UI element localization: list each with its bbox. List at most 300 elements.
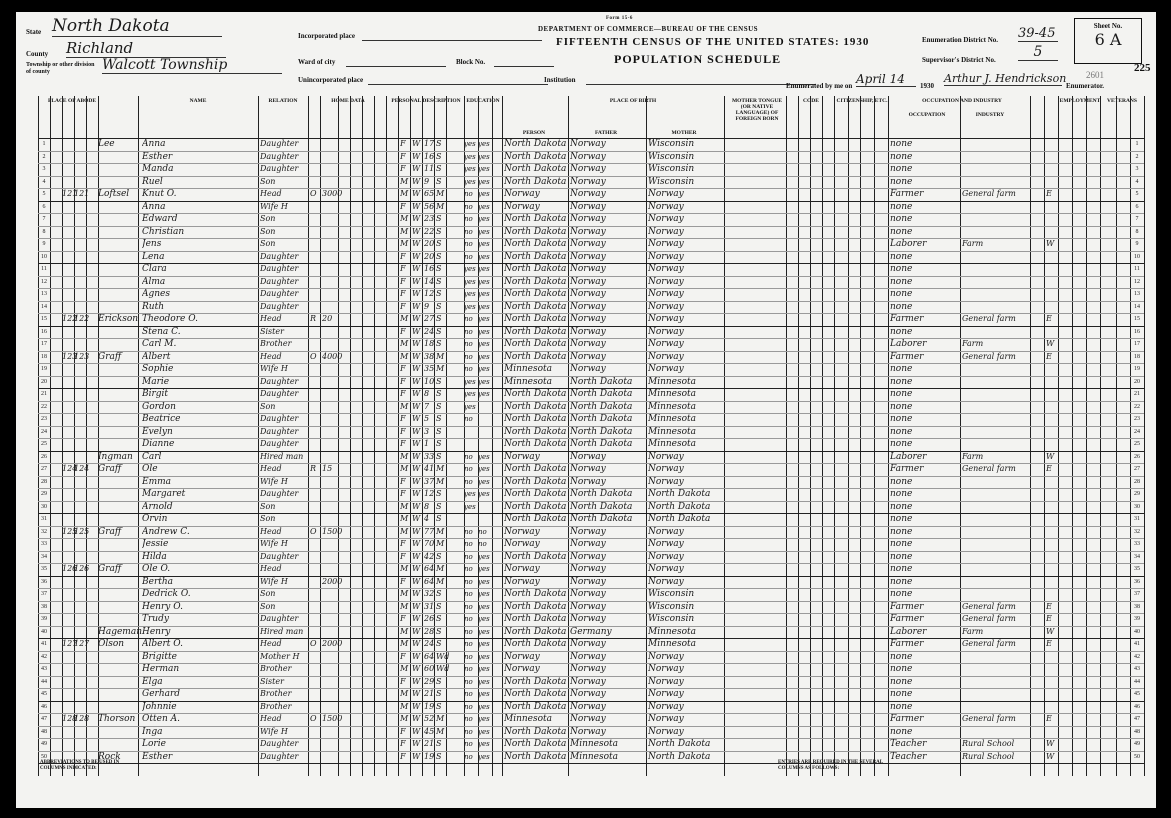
cell-sch: yes: [464, 490, 476, 498]
cell-fam: [74, 538, 96, 551]
cell-occ: Farmer: [890, 189, 924, 199]
cell-age: 20: [424, 251, 435, 261]
cell-own: [310, 538, 320, 551]
cell-fam: [74, 688, 96, 701]
cell-n: 2: [42, 153, 46, 160]
cell-bp: North Dakota: [504, 726, 567, 737]
cell-own: [310, 588, 320, 601]
cell-bp: Minnesota: [504, 714, 553, 724]
cell-own: [310, 751, 320, 764]
cell-sex: M: [400, 176, 409, 186]
cell-read: yes: [478, 627, 490, 636]
cell-sex: F: [400, 326, 406, 336]
cell-sex: F: [400, 251, 406, 261]
cell-mbp: North Dakota: [648, 514, 711, 524]
row-number-right: 49: [1134, 741, 1140, 747]
cell-mbp: Norway: [648, 551, 684, 562]
cell-val: [322, 426, 352, 439]
cell-mbp: Norway: [648, 314, 684, 324]
cell-given: Lena: [142, 251, 165, 262]
cell-n: 39: [41, 616, 47, 622]
cell-val: [322, 176, 352, 189]
cell-read: yes: [478, 277, 490, 286]
cell-read: yes: [478, 340, 490, 348]
row-number-right: 2: [1135, 153, 1139, 160]
cell-fbp: Norway: [570, 714, 606, 724]
census-row: [38, 751, 1144, 764]
cell-sch: yes: [464, 302, 476, 311]
cell-surname: Ingman: [98, 451, 133, 462]
cell-rel: Head: [260, 714, 282, 723]
cell-occ: Farmer: [890, 351, 924, 362]
cell-occ: Laborer: [890, 451, 927, 462]
cell-val: 20: [322, 314, 333, 323]
cell-race: W: [412, 539, 421, 548]
cell-n: 29: [41, 491, 47, 497]
cell-ind: [962, 651, 1030, 664]
cell-rel: Daughter: [260, 439, 299, 448]
cell-read: yes: [478, 190, 490, 198]
cell-read: yes: [478, 202, 490, 211]
census-row: [38, 376, 1144, 389]
cell-own: [310, 476, 320, 489]
cell-mar: S: [436, 501, 442, 511]
cell-given: Emma: [142, 476, 172, 487]
cell-sch: yes: [464, 290, 476, 298]
cell-sch: no: [464, 652, 473, 661]
cell-race: W: [412, 151, 421, 161]
cell-surname: [98, 538, 142, 551]
cell-cls: W: [1046, 739, 1055, 748]
cell-surname: [98, 438, 142, 451]
cell-val: [322, 213, 352, 226]
row-number-right: 6: [1135, 203, 1139, 210]
cell-fam: [74, 363, 96, 376]
cell-occ: Teacher: [890, 739, 927, 749]
cell-given: Herman: [142, 664, 180, 674]
cell-own: [310, 438, 320, 451]
margin-number: 225: [1134, 62, 1151, 74]
cell-n: 36: [41, 578, 47, 585]
cell-cls: [1046, 151, 1058, 164]
cell-fam: [74, 276, 96, 289]
cell-fbp: Norway: [570, 526, 606, 537]
cell-rel: Son: [260, 176, 276, 186]
census-grid: [38, 96, 1144, 776]
cell-mbp: Norway: [648, 351, 684, 362]
cell-own: O: [310, 639, 317, 648]
cell-given: Lorie: [142, 739, 166, 749]
cell-mbp: Norway: [648, 651, 684, 662]
cell-val: [322, 401, 352, 414]
cell-age: 52: [424, 714, 435, 723]
cell-cls: E: [1046, 614, 1052, 623]
cell-race: W: [412, 514, 421, 523]
cell-bp: North Dakota: [504, 139, 567, 149]
cell-read: yes: [478, 652, 490, 661]
cell-given: Henry O.: [142, 601, 183, 612]
cell-sex: F: [400, 739, 406, 748]
cell-surname: [98, 263, 142, 276]
cell-given: Edward: [142, 214, 178, 224]
cell-ind: General farm: [962, 714, 1016, 723]
cell-given: Albert O.: [142, 639, 183, 649]
cell-rel: Head: [260, 526, 282, 536]
cell-given: Ole O.: [142, 564, 171, 574]
cell-bp: North Dakota: [504, 601, 567, 612]
cell-dw: 128: [62, 714, 78, 723]
cell-surname: [98, 226, 142, 239]
cell-val: [322, 288, 352, 301]
cell-age: 19: [424, 751, 435, 761]
cell-mbp: North Dakota: [648, 739, 711, 749]
cell-sex: F: [400, 439, 406, 448]
cell-own: [310, 326, 320, 339]
cell-fbp: North Dakota: [570, 489, 633, 499]
institution-label: Institution: [544, 76, 576, 84]
cell-fam: [74, 488, 96, 501]
cell-bp: Norway: [504, 564, 540, 574]
cell-sex: F: [400, 301, 406, 311]
cell-sex: F: [400, 726, 406, 736]
row-number-right: 24: [1134, 428, 1140, 435]
row-number-right: 30: [1134, 503, 1140, 510]
cell-n: 21: [41, 391, 47, 397]
cell-own: [310, 251, 320, 264]
cell-ind: [962, 163, 1030, 176]
cell-given: Trudy: [142, 614, 169, 624]
cell-n: 11: [41, 266, 47, 272]
cell-val: [322, 513, 352, 526]
cell-surname: [98, 238, 142, 251]
cell-n: 16: [41, 328, 47, 335]
cell-ind: [962, 588, 1030, 601]
cell-rel: Son: [260, 589, 276, 598]
cell-ind: [962, 413, 1030, 426]
cell-cls: [1046, 226, 1058, 239]
enumerated-label: Enumerated by me on: [786, 82, 853, 90]
cell-sex: M: [400, 601, 409, 611]
cell-mbp: Norway: [648, 714, 684, 724]
cell-mbp: North Dakota: [648, 501, 711, 512]
cell-ind: [962, 488, 1030, 501]
cell-sex: M: [400, 526, 409, 536]
cell-sex: M: [400, 314, 409, 323]
cell-mar: M: [436, 364, 445, 373]
cell-bp: North Dakota: [504, 501, 567, 512]
cell-mar: S: [436, 401, 442, 411]
cell-ind: [962, 563, 1030, 576]
cell-own: [310, 426, 320, 439]
cell-n: 34: [41, 553, 47, 560]
cell-cls: [1046, 138, 1058, 151]
cell-race: W: [412, 264, 421, 273]
cell-ind: General farm: [962, 314, 1016, 323]
cell-race: W: [412, 639, 421, 648]
cell-sch: [464, 513, 478, 526]
cell-ind: [962, 288, 1030, 301]
cell-mar: S: [436, 214, 442, 223]
ed-value: 39-45: [1018, 26, 1058, 42]
cell-race: W: [412, 439, 421, 448]
row-number-right: 41: [1134, 641, 1140, 647]
county-value: Richland: [66, 39, 226, 58]
cell-rel: Sister: [260, 326, 284, 336]
cell-read: yes: [478, 665, 490, 673]
enumerator-name: Arthur J. Hendrickson: [944, 72, 1067, 85]
cell-read: yes: [478, 615, 490, 623]
cell-dw: 124: [62, 464, 78, 473]
cell-given: Dianne: [142, 439, 175, 449]
abbrev-title: ABBREVIATIONS TO BE USED IN COLUMNS INDICATED:: [40, 760, 120, 771]
cell-bp: North Dakota: [504, 226, 567, 237]
cell-ind: [962, 276, 1030, 289]
row-number-right: 45: [1134, 691, 1140, 697]
cell-cls: [1046, 413, 1058, 426]
cell-ind: [962, 438, 1030, 451]
cell-sch: no: [464, 365, 473, 373]
cell-rel: Wife H: [260, 539, 288, 548]
cell-rel: Hired man: [260, 626, 304, 636]
cell-sex: M: [400, 464, 409, 473]
census-row: [38, 488, 1144, 501]
cell-val: [322, 501, 352, 514]
cell-own: [310, 376, 320, 389]
cell-n: 41: [41, 641, 47, 647]
cell-race: W: [412, 201, 421, 211]
cell-read: yes: [478, 727, 490, 736]
cell-race: W: [412, 226, 421, 236]
cell-fbp: Norway: [570, 301, 606, 312]
cell-rel: Wife H: [260, 201, 288, 211]
census-row: [38, 151, 1144, 164]
cell-mbp: Wisconsin: [648, 176, 695, 187]
cell-fam: [74, 176, 96, 189]
cell-fbp: Norway: [570, 576, 606, 587]
cell-rel: Son: [260, 501, 276, 511]
cell-own: [310, 663, 320, 676]
cell-mbp: Minnesota: [648, 414, 697, 424]
unincorporated-line: [368, 74, 548, 85]
row-number-right: 50: [1134, 753, 1140, 760]
cell-mbp: Norway: [648, 576, 684, 587]
cell-occ: none: [890, 401, 913, 412]
cell-sch: [464, 426, 478, 439]
cell-race: W: [412, 564, 421, 573]
cell-rel: Head: [260, 314, 282, 323]
cell-rel: Brother: [260, 701, 292, 711]
ed-label: Enumeration District No.: [922, 36, 999, 44]
census-sheet: [16, 12, 1156, 808]
cell-mbp: Norway: [648, 701, 684, 712]
cell-surname: Erickson: [98, 314, 139, 324]
cell-read: [478, 426, 492, 439]
cell-mbp: Norway: [648, 689, 684, 699]
cell-sch: no: [464, 715, 473, 723]
cell-own: O: [310, 189, 317, 198]
cell-mar: S: [436, 264, 442, 273]
cell-val: [322, 688, 352, 701]
row-number-right: 46: [1134, 703, 1140, 710]
cell-fbp: Norway: [570, 589, 606, 599]
cell-n: 48: [41, 728, 47, 735]
cell-age: 24: [424, 639, 435, 648]
cell-mar: S: [436, 151, 442, 161]
cell-n: 17: [41, 341, 47, 347]
cell-surname: [98, 476, 142, 489]
cell-rel: Daughter: [260, 389, 299, 398]
grid-column-line: [1144, 96, 1145, 776]
cell-given: Sophie: [142, 364, 174, 374]
cell-cls: [1046, 688, 1058, 701]
cell-rel: Daughter: [260, 551, 299, 561]
row-number-right: 28: [1134, 478, 1140, 485]
cell-age: 77: [424, 526, 435, 536]
cell-age: 23: [424, 214, 435, 223]
cell-age: 12: [424, 289, 435, 298]
cell-age: 45: [424, 726, 435, 736]
cell-occ: none: [890, 539, 913, 549]
cell-occ: none: [890, 501, 913, 512]
cell-given: Alma: [142, 276, 166, 287]
cell-fbp: Norway: [570, 239, 606, 249]
cell-bp: North Dakota: [504, 301, 567, 312]
cell-occ: none: [890, 289, 913, 299]
row-number-right: 43: [1134, 666, 1140, 672]
cell-own: [310, 601, 320, 614]
cell-race: W: [412, 551, 421, 561]
census-row: [38, 613, 1144, 626]
cell-own: O: [310, 714, 317, 723]
cell-fam: [74, 438, 96, 451]
cell-fbp: North Dakota: [570, 426, 633, 437]
cell-occ: none: [890, 139, 913, 149]
cell-mbp: Norway: [648, 526, 684, 537]
cell-own: [310, 138, 320, 151]
row-number-right: 38: [1134, 603, 1140, 610]
cell-age: 64: [424, 564, 435, 573]
cell-own: [310, 301, 320, 314]
state-label: State: [26, 28, 42, 36]
veterans-header: VETERANS: [1107, 98, 1137, 104]
cell-race: W: [412, 589, 421, 598]
cell-read: yes: [478, 552, 490, 561]
cell-ind: [962, 538, 1030, 551]
row-number-right: 47: [1134, 716, 1140, 722]
cell-bp: North Dakota: [504, 426, 567, 437]
cell-n: 15: [41, 316, 47, 322]
cell-read: yes: [478, 240, 490, 248]
cell-own: [310, 288, 320, 301]
cell-surname: Thorson: [98, 714, 136, 724]
cell-fbp: Norway: [570, 164, 606, 174]
cell-fbp: Norway: [570, 551, 606, 562]
cell-occ: Laborer: [890, 339, 927, 349]
cell-n: 4: [42, 178, 46, 185]
row-number-right: 19: [1134, 366, 1140, 372]
cell-sex: M: [400, 214, 409, 223]
cell-ind: [962, 138, 1030, 151]
cell-sch: no: [464, 627, 473, 636]
cell-cls: [1046, 176, 1058, 189]
cell-fbp: North Dakota: [570, 414, 633, 424]
cell-own: [310, 701, 320, 714]
occupation-header: OCCUPATION AND INDUSTRY: [922, 98, 1002, 104]
cell-ind: Farm: [962, 239, 984, 248]
cell-mbp: Norway: [648, 301, 684, 312]
cell-bp: North Dakota: [504, 389, 567, 399]
cell-rel: Brother: [260, 339, 292, 348]
cell-bp: North Dakota: [504, 751, 567, 762]
cell-sch: no: [464, 252, 473, 261]
cell-bp: Norway: [504, 539, 540, 549]
cell-sch: yes: [464, 402, 476, 411]
cell-age: 10: [424, 376, 435, 386]
cell-fam: [74, 738, 96, 751]
cell-bp: Norway: [504, 576, 540, 587]
cell-bp: North Dakota: [504, 276, 567, 287]
cell-sch: no: [464, 327, 473, 336]
census-row: [38, 601, 1144, 614]
cell-age: 24: [424, 326, 435, 336]
cell-own: [310, 213, 320, 226]
cell-cls: [1046, 701, 1058, 714]
cell-given: Jessie: [142, 539, 169, 549]
cell-read: yes: [478, 315, 490, 323]
cell-mar: S: [436, 289, 442, 298]
cell-given: Ruel: [142, 176, 163, 187]
row-number-right: 48: [1134, 728, 1140, 735]
cell-race: W: [412, 214, 421, 223]
cell-mbp: North Dakota: [648, 751, 711, 762]
cell-occ: Farmer: [890, 639, 924, 649]
cell-val: [322, 551, 352, 564]
cell-fam: [74, 551, 96, 564]
cell-n: 10: [41, 253, 47, 260]
cell-own: [310, 276, 320, 289]
cell-rel: Daughter: [260, 376, 299, 386]
cell-age: 14: [424, 276, 435, 286]
cell-sex: M: [400, 189, 409, 198]
cell-n: 1: [42, 141, 46, 147]
cell-bp: North Dakota: [504, 476, 567, 487]
department-title: DEPARTMENT OF COMMERCE—BUREAU OF THE CENSUS: [538, 25, 759, 33]
cell-sex: F: [400, 264, 406, 273]
name-header: NAME: [189, 98, 207, 104]
cell-own: [310, 338, 320, 351]
cell-fam: 127: [74, 639, 90, 648]
cell-occ: none: [890, 364, 913, 374]
cell-cls: [1046, 401, 1058, 414]
cell-bp: North Dakota: [504, 551, 567, 562]
row-number-right: 10: [1134, 253, 1140, 260]
cell-val: [322, 601, 352, 614]
cell-ind: [962, 663, 1030, 676]
row-number-right: 33: [1134, 541, 1140, 547]
row-number-right: 23: [1134, 416, 1140, 422]
cell-read: [478, 438, 492, 451]
cell-sch: yes: [464, 265, 476, 273]
cell-fbp: Norway: [570, 689, 606, 699]
cell-sex: F: [400, 389, 406, 398]
cell-mar: S: [436, 239, 442, 248]
cell-cls: [1046, 201, 1058, 214]
incorporated-line: [362, 30, 542, 41]
cell-age: 65: [424, 189, 435, 198]
cell-bp: Norway: [504, 451, 540, 462]
cell-val: [322, 363, 352, 376]
cell-age: 35: [424, 364, 435, 373]
